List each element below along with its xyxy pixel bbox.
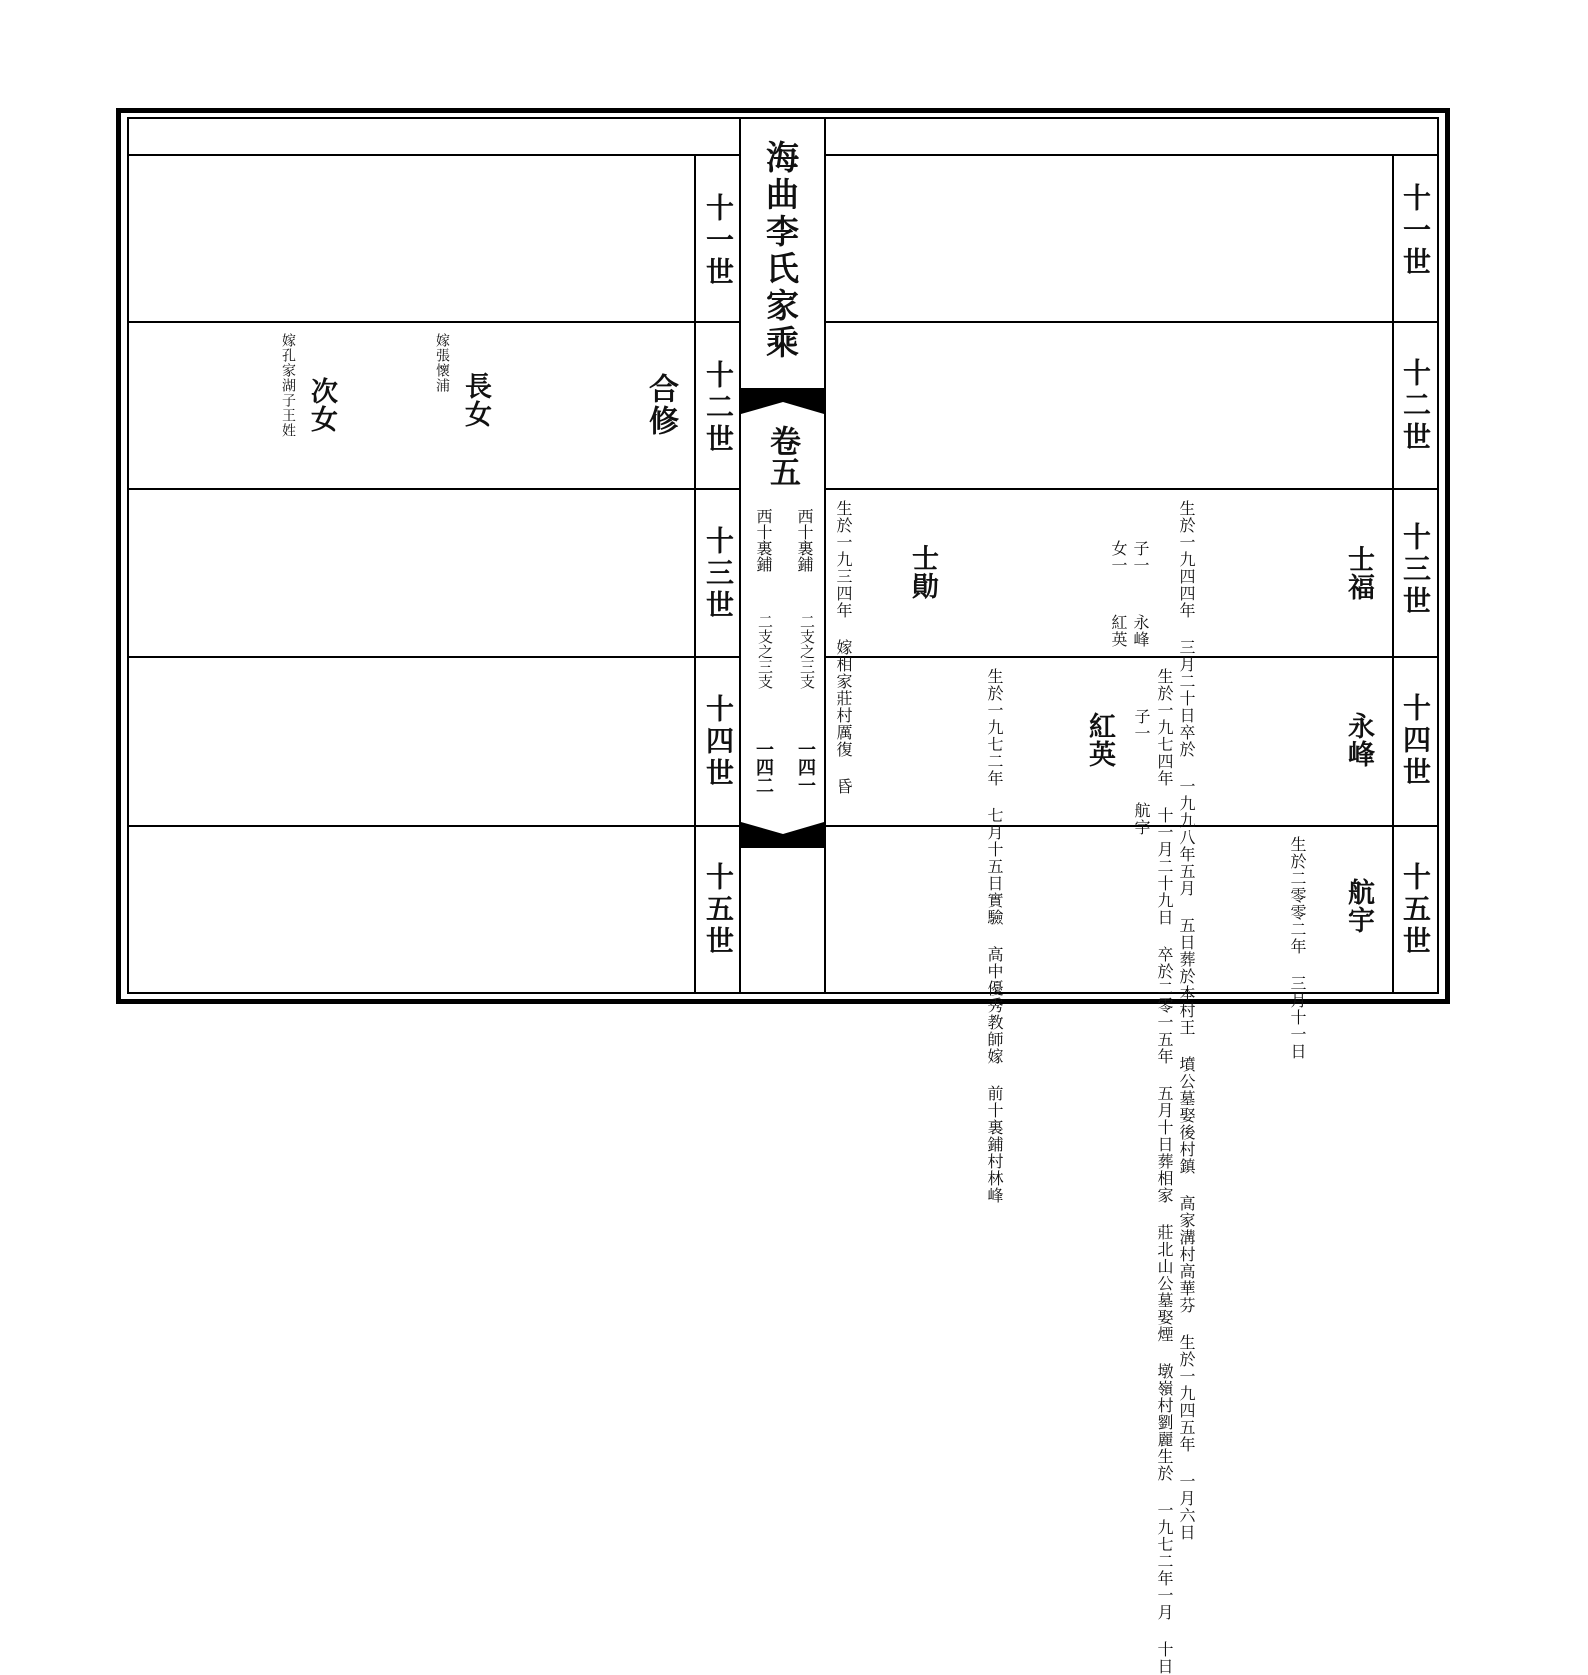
person-name-shifu: 士福 <box>1343 545 1374 601</box>
right-row-line-1 <box>826 321 1439 323</box>
spine-place-right: 西十裏鋪 <box>795 508 814 572</box>
right-gen-column-line <box>1392 154 1394 994</box>
detail-line: 一九七二年一月 <box>1155 1502 1174 1621</box>
outer-border-left <box>116 108 121 1004</box>
spine-fishtail-bottom <box>741 822 824 848</box>
person-name-elder-daughter: 長女 <box>460 372 491 428</box>
spine-branch-left: 二支之三支 <box>756 614 774 689</box>
detail-line: 三月十一日 <box>1288 975 1307 1060</box>
person-details-second-daughter: 嫁孔家湖子王姓 <box>280 333 296 438</box>
detail-line: 墳公墓娶後村鎮 <box>1177 1056 1196 1175</box>
person-children-yongfeng <box>1130 668 1174 836</box>
detail-line: 卒於二零一五年 <box>1155 946 1174 1065</box>
gen-label-left-12: 十二世 <box>702 360 735 456</box>
spine-line-right <box>824 117 826 994</box>
detail-line: 高中優秀教師嫁 <box>985 946 1004 1065</box>
person-children-shifu <box>1107 500 1173 648</box>
detail-line: 十一月二十九日 <box>1155 807 1174 926</box>
detail-line: 生於一九七二年 <box>985 668 1004 787</box>
gen-label-left-11: 十一世 <box>702 193 735 289</box>
spine-branch-right: 二支之三支 <box>798 614 816 689</box>
spine-line-left <box>739 117 741 994</box>
book-title: 海曲李氏家乘 <box>761 140 800 362</box>
outer-border-bottom <box>116 999 1450 1004</box>
gen-label-right-13: 十三世 <box>1399 522 1432 618</box>
left-gen-column-line <box>694 154 696 994</box>
left-row-line-2 <box>127 488 739 490</box>
child-line: 子一 永峰 <box>1131 540 1150 648</box>
left-row-line-4 <box>127 825 739 827</box>
person-details-shixun <box>832 500 854 795</box>
spine-page-left: 一四二 <box>753 740 774 794</box>
detail-line: 生於一九四四年 <box>1177 500 1196 619</box>
left-row-line-1 <box>127 321 739 323</box>
detail-line: 生於一九三四年 <box>834 500 853 619</box>
joint-edition-heading: 合修 <box>643 373 678 437</box>
detail-line: 前十裏鋪村林峰 <box>985 1085 1004 1204</box>
right-row-line-2 <box>826 488 1439 490</box>
spine-place-left: 西十裏鋪 <box>754 508 773 572</box>
detail-line: 七月十五日實驗 <box>985 807 1004 926</box>
gen-label-right-12: 十二世 <box>1399 358 1432 454</box>
detail-line: 五日葬於本村王 <box>1177 917 1196 1036</box>
gen-label-right-11: 十一世 <box>1399 183 1432 279</box>
detail-line: 一月六日 <box>1177 1473 1196 1541</box>
person-name-yongfeng: 永峰 <box>1343 712 1374 768</box>
gen-label-right-15: 十五世 <box>1399 862 1432 958</box>
person-name-hangyu: 航宇 <box>1343 878 1374 934</box>
spine-fishtail-top <box>741 390 824 414</box>
gen-label-left-15: 十五世 <box>702 862 735 958</box>
left-header-line <box>127 154 739 156</box>
detail-line: 生於二零零二年 <box>1288 836 1307 955</box>
detail-line: 墩嶺村劉麗生於 <box>1155 1363 1174 1482</box>
person-details-hongying <box>983 668 1005 1204</box>
outer-border-right <box>1445 108 1450 1004</box>
left-row-line-3 <box>127 656 739 658</box>
detail-line: 高家溝村高華芬 <box>1177 1195 1196 1314</box>
inner-border-left <box>127 117 129 994</box>
detail-line: 生於一九四五年 <box>1177 1334 1196 1453</box>
right-header-line <box>826 154 1439 156</box>
child-line: 女一 紅英 <box>1109 540 1128 648</box>
gen-label-left-14: 十四世 <box>702 694 735 790</box>
person-details-elder-daughter: 嫁張懷浦 <box>434 333 450 393</box>
person-name-hongying: 紅英 <box>1084 712 1115 768</box>
detail-line: 十日 <box>1155 1641 1174 1675</box>
person-name-shixun: 士勛 <box>907 544 938 600</box>
detail-line: 五月十日葬相家 <box>1155 1085 1174 1204</box>
person-name-second-daughter: 次女 <box>306 377 337 433</box>
inner-border-bottom <box>127 992 1439 994</box>
detail-line: 昏 <box>834 778 853 795</box>
gen-label-right-14: 十四世 <box>1399 693 1432 789</box>
right-row-line-3 <box>826 656 1439 658</box>
inner-border-right <box>1437 117 1439 994</box>
person-details-hangyu <box>1286 836 1308 1060</box>
gen-label-left-13: 十三世 <box>702 526 735 622</box>
detail-line: 一九九八年五月 <box>1177 778 1196 897</box>
detail-line: 生於一九七四年 <box>1155 668 1174 787</box>
detail-line: 嫁相家莊村厲復 <box>834 639 853 758</box>
volume-label: 卷五 <box>764 425 800 487</box>
outer-border-top <box>116 108 1450 113</box>
person-details-shifu <box>1175 500 1197 1541</box>
detail-line: 三月二十日卒於 <box>1177 639 1196 758</box>
spine-page-right: 一四一 <box>795 740 816 794</box>
child-line: 子一 航宇 <box>1132 708 1151 836</box>
detail-line: 莊北山公墓娶煙 <box>1155 1224 1174 1343</box>
inner-border-top <box>127 117 1439 119</box>
